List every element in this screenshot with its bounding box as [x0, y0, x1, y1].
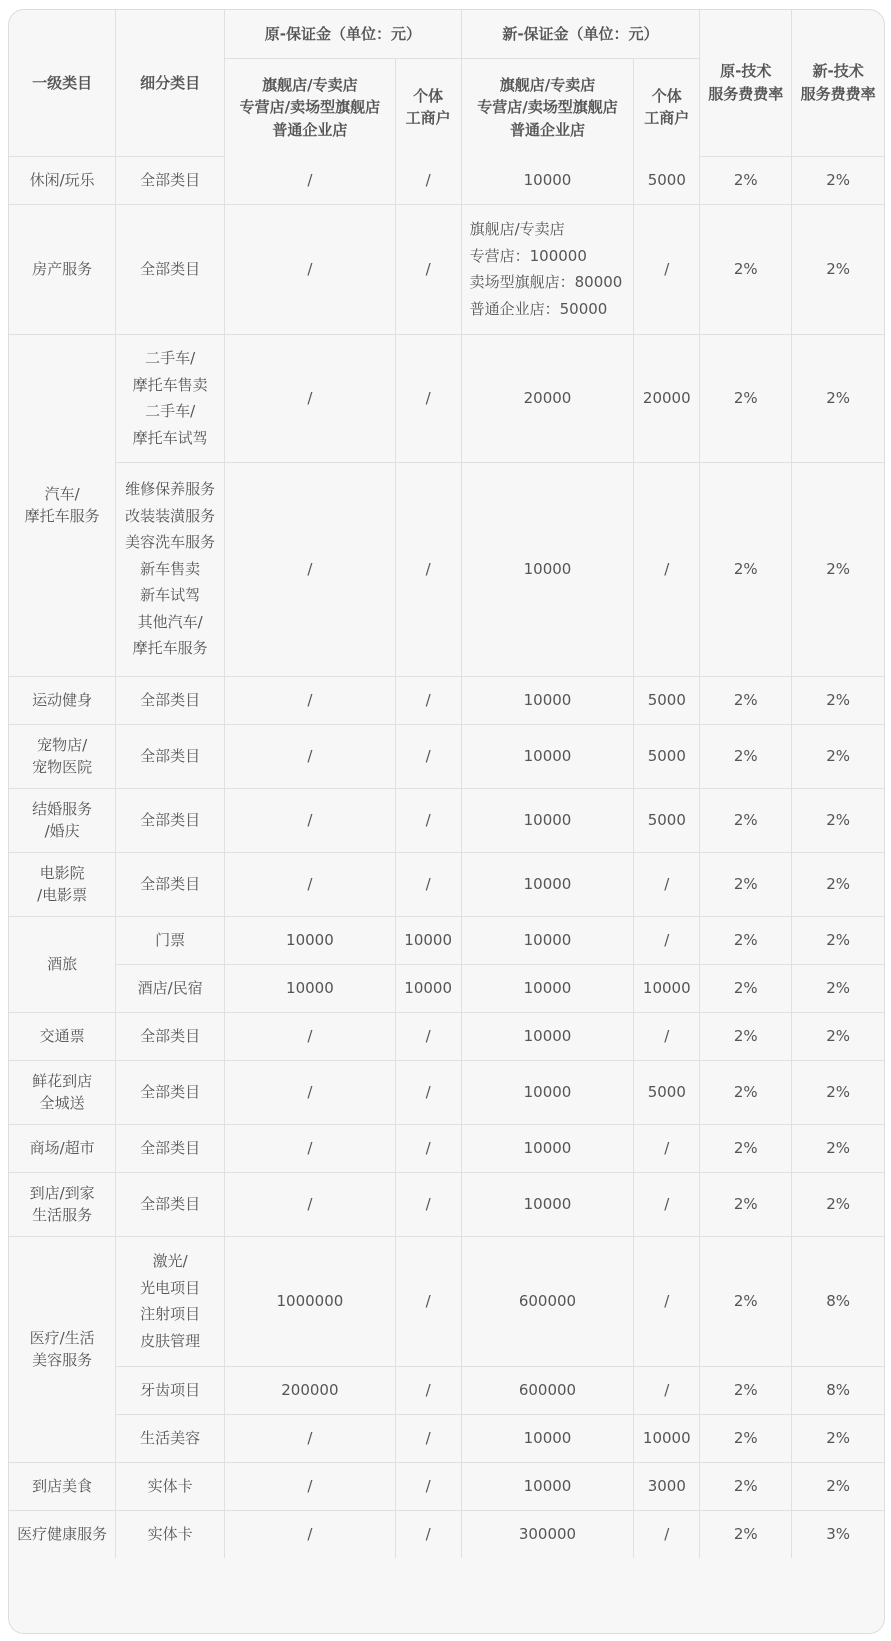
- new-store-deposit-cell: [461, 916, 634, 964]
- cell-line: 专营店：100000: [469, 246, 587, 265]
- new-rate-cell: 8%: [792, 1366, 884, 1414]
- new-rate-cell: 2%: [792, 1414, 884, 1462]
- table-row: [9, 724, 884, 788]
- category-cell: [9, 1236, 116, 1462]
- old-store-deposit-cell: /: [225, 1124, 396, 1172]
- category-cell: [9, 1012, 116, 1060]
- old-rate-cell: 2%: [700, 1462, 792, 1510]
- subcategory-cell: [116, 334, 225, 462]
- header-old-rate: [700, 10, 792, 156]
- header-line: 普通企业店: [272, 120, 348, 139]
- cell-line: 实体卡: [147, 1476, 193, 1495]
- new-rate-cell: 2%: [792, 788, 884, 852]
- old-rate-cell: 2%: [700, 852, 792, 916]
- new-store-deposit-cell: [461, 1510, 634, 1558]
- header-line: 细分类目: [140, 73, 201, 92]
- cell-line: 实体卡: [147, 1525, 193, 1543]
- new-rate-cell: 2%: [792, 1172, 884, 1236]
- cell-line: 医疗健康服务: [17, 1525, 108, 1543]
- header-line: 服务费费率: [800, 84, 876, 103]
- old-rate-cell: 2%: [700, 204, 792, 334]
- new-rate-cell: 2%: [792, 1462, 884, 1510]
- cell-line: 全部类目: [140, 1138, 201, 1157]
- new-individual-deposit-cell: /: [634, 1366, 700, 1414]
- old-individual-deposit-cell: 10000: [395, 916, 461, 964]
- new-store-deposit-cell: [461, 1012, 634, 1060]
- cell-line: 旗舰店/专卖店: [469, 220, 565, 238]
- new-store-deposit-cell: [461, 1236, 634, 1366]
- old-store-deposit-cell: /: [225, 1462, 396, 1510]
- new-individual-deposit-cell: 5000: [634, 788, 700, 852]
- new-rate-cell: 2%: [792, 462, 884, 676]
- new-individual-deposit-cell: /: [634, 462, 700, 676]
- old-individual-deposit-cell: /: [395, 1510, 461, 1558]
- subcategory-cell: [116, 916, 225, 964]
- cell-line: 新车试驾: [140, 586, 201, 605]
- header-new-store-types: [461, 58, 634, 156]
- table-row: [9, 964, 884, 1012]
- header-line: 专营店/卖场型旗舰店: [239, 98, 381, 116]
- new-store-deposit-cell: [461, 852, 634, 916]
- new-individual-deposit-cell: /: [634, 852, 700, 916]
- old-individual-deposit-cell: /: [395, 1366, 461, 1414]
- old-store-deposit-cell: /: [225, 1510, 396, 1558]
- cell-line: 美容服务: [32, 1351, 93, 1369]
- header-line: 一级类目: [32, 73, 93, 92]
- table-row: [9, 676, 884, 724]
- cell-line: 交通票: [39, 1026, 85, 1045]
- cell-line: 酒店/民宿: [137, 978, 203, 997]
- cell-line: /电影票: [37, 886, 88, 904]
- header-old-individual: [395, 58, 461, 156]
- subcategory-cell: [116, 1366, 225, 1414]
- table-row: [9, 1236, 884, 1366]
- cell-line: 电影院: [39, 863, 85, 882]
- new-store-deposit-cell: [461, 1366, 634, 1414]
- old-store-deposit-cell: /: [225, 1172, 396, 1236]
- header-old-deposit: 原-保证金（单位：元）: [225, 10, 462, 58]
- new-individual-deposit-cell: 10000: [634, 1414, 700, 1462]
- new-rate-cell: 2%: [792, 852, 884, 916]
- cell-line: 10000: [523, 978, 572, 997]
- cell-line: 300000: [518, 1525, 577, 1543]
- old-rate-cell: 2%: [700, 1172, 792, 1236]
- old-individual-deposit-cell: /: [395, 676, 461, 724]
- header-line: 原-技术: [720, 62, 772, 81]
- cell-line: 皮肤管理: [140, 1331, 201, 1350]
- old-individual-deposit-cell: /: [395, 204, 461, 334]
- cell-line: 普通企业店：50000: [469, 299, 608, 318]
- cell-line: 全城送: [39, 1094, 85, 1112]
- old-rate-cell: 2%: [700, 1012, 792, 1060]
- table-row: [9, 1366, 884, 1414]
- new-store-deposit-cell: [461, 1462, 634, 1510]
- old-individual-deposit-cell: /: [395, 1462, 461, 1510]
- table-row: [9, 1462, 884, 1510]
- cell-line: 改装装潢服务: [125, 506, 216, 525]
- table-row: [9, 204, 884, 334]
- cell-line: 10000: [523, 1082, 572, 1101]
- old-individual-deposit-cell: /: [395, 1236, 461, 1366]
- old-rate-cell: 2%: [700, 788, 792, 852]
- cell-line: 到店/到家: [29, 1183, 95, 1202]
- cell-line: 酒旅: [47, 954, 78, 973]
- header-category: [9, 10, 116, 156]
- cell-line: 牙齿项目: [140, 1380, 201, 1399]
- table-row: [9, 1012, 884, 1060]
- subcategory-cell: [116, 1124, 225, 1172]
- new-rate-cell: 2%: [792, 334, 884, 462]
- table-row: [9, 1414, 884, 1462]
- cell-line: 10000: [523, 1476, 572, 1495]
- header-new-rate: [792, 10, 884, 156]
- category-cell: [9, 156, 116, 204]
- old-rate-cell: 2%: [700, 1366, 792, 1414]
- header-line: 旗舰店/专卖店: [262, 75, 358, 94]
- cell-line: 鲜花到店: [32, 1071, 93, 1090]
- cell-line: 10000: [523, 1194, 572, 1213]
- new-store-deposit-cell: [461, 676, 634, 724]
- cell-line: 生活美容: [140, 1428, 201, 1447]
- new-individual-deposit-cell: /: [634, 1236, 700, 1366]
- old-individual-deposit-cell: /: [395, 1414, 461, 1462]
- cell-line: 摩托车试驾: [132, 428, 208, 447]
- cell-line: 10000: [523, 810, 572, 829]
- cell-line: 生活服务: [32, 1206, 93, 1224]
- subcategory-cell: [116, 1236, 225, 1366]
- old-rate-cell: 2%: [700, 916, 792, 964]
- cell-line: 10000: [523, 1428, 572, 1447]
- new-individual-deposit-cell: 5000: [634, 156, 700, 204]
- old-rate-cell: 2%: [700, 156, 792, 204]
- old-store-deposit-cell: 1000000: [225, 1236, 396, 1366]
- category-cell: [9, 1172, 116, 1236]
- new-rate-cell: 2%: [792, 964, 884, 1012]
- subcategory-cell: [116, 1060, 225, 1124]
- old-store-deposit-cell: /: [225, 156, 396, 204]
- new-individual-deposit-cell: /: [634, 1172, 700, 1236]
- cell-line: 新车售卖: [140, 559, 201, 578]
- subcategory-cell: [116, 788, 225, 852]
- table-row: [9, 462, 884, 676]
- cell-line: 商场/超市: [29, 1138, 95, 1157]
- subcategory-cell: [116, 204, 225, 334]
- old-rate-cell: 2%: [700, 724, 792, 788]
- new-rate-cell: 2%: [792, 1060, 884, 1124]
- new-rate-cell: 2%: [792, 156, 884, 204]
- old-store-deposit-cell: /: [225, 788, 396, 852]
- subcategory-cell: [116, 1012, 225, 1060]
- new-individual-deposit-cell: 5000: [634, 724, 700, 788]
- cell-line: 10000: [523, 1026, 572, 1045]
- new-individual-deposit-cell: /: [634, 1124, 700, 1172]
- old-store-deposit-cell: /: [225, 724, 396, 788]
- old-individual-deposit-cell: /: [395, 334, 461, 462]
- header-line: 服务费费率: [708, 84, 784, 103]
- old-rate-cell: 2%: [700, 1124, 792, 1172]
- category-cell: [9, 204, 116, 334]
- old-store-deposit-cell: /: [225, 852, 396, 916]
- old-individual-deposit-cell: /: [395, 1124, 461, 1172]
- old-rate-cell: 2%: [700, 462, 792, 676]
- cell-line: 到店美食: [32, 1476, 93, 1495]
- cell-line: 10000: [523, 930, 572, 949]
- table-row: [9, 1510, 884, 1558]
- header-old-store-types: [225, 58, 396, 156]
- old-store-deposit-cell: /: [225, 1414, 396, 1462]
- category-cell: [9, 724, 116, 788]
- header-line: 个体: [651, 86, 682, 105]
- cell-line: 二手车/: [145, 402, 196, 420]
- old-store-deposit-cell: /: [225, 1012, 396, 1060]
- cell-line: 摩托车服务: [24, 507, 100, 525]
- cell-line: 10000: [523, 874, 572, 893]
- table-row: [9, 334, 884, 462]
- subcategory-cell: [116, 1172, 225, 1236]
- subcategory-cell: [116, 676, 225, 724]
- old-individual-deposit-cell: /: [395, 724, 461, 788]
- cell-line: 20000: [523, 388, 572, 407]
- cell-line: 运动健身: [32, 690, 93, 709]
- old-rate-cell: 2%: [700, 1060, 792, 1124]
- category-cell: [9, 1060, 116, 1124]
- new-rate-cell: 3%: [792, 1510, 884, 1558]
- new-store-deposit-cell: [461, 462, 634, 676]
- new-rate-cell: 2%: [792, 724, 884, 788]
- new-individual-deposit-cell: /: [634, 1012, 700, 1060]
- cell-line: 卖场型旗舰店：80000: [469, 273, 623, 291]
- cell-line: 全部类目: [140, 170, 201, 189]
- cell-line: 结婚服务: [32, 799, 93, 818]
- cell-line: 全部类目: [140, 810, 201, 829]
- new-store-deposit-cell: [461, 204, 634, 334]
- new-rate-cell: 8%: [792, 1236, 884, 1366]
- old-store-deposit-cell: /: [225, 462, 396, 676]
- cell-line: 二手车/: [145, 349, 196, 367]
- subcategory-cell: [116, 1414, 225, 1462]
- category-cell: [9, 676, 116, 724]
- old-store-deposit-cell: 10000: [225, 916, 396, 964]
- new-store-deposit-cell: [461, 1060, 634, 1124]
- deposit-fee-table-card: [8, 9, 885, 1634]
- header-line: 普通企业店: [509, 120, 585, 139]
- table-row: [9, 788, 884, 852]
- cell-line: 门票: [155, 930, 186, 949]
- old-store-deposit-cell: /: [225, 334, 396, 462]
- old-individual-deposit-cell: 10000: [395, 964, 461, 1012]
- header-line: 个体: [413, 86, 444, 105]
- cell-line: 10000: [523, 1138, 572, 1157]
- cell-line: 全部类目: [140, 1026, 201, 1045]
- subcategory-cell: [116, 156, 225, 204]
- category-cell: [9, 916, 116, 1012]
- cell-line: 光电项目: [140, 1278, 201, 1297]
- cell-line: 10000: [523, 746, 572, 765]
- subcategory-cell: [116, 1510, 225, 1558]
- cell-line: 注射项目: [140, 1305, 201, 1323]
- new-store-deposit-cell: [461, 1124, 634, 1172]
- header-subcategory: [116, 10, 225, 156]
- new-store-deposit-cell: [461, 788, 634, 852]
- old-rate-cell: 2%: [700, 1510, 792, 1558]
- subcategory-cell: [116, 964, 225, 1012]
- table-row: [9, 916, 884, 964]
- category-cell: [9, 1124, 116, 1172]
- old-individual-deposit-cell: /: [395, 1012, 461, 1060]
- old-individual-deposit-cell: /: [395, 156, 461, 204]
- old-individual-deposit-cell: /: [395, 1060, 461, 1124]
- new-rate-cell: 2%: [792, 1124, 884, 1172]
- cell-line: 医疗/生活: [29, 1328, 95, 1347]
- subcategory-cell: [116, 724, 225, 788]
- table-row: [9, 1060, 884, 1124]
- cell-line: 10000: [523, 170, 572, 189]
- new-store-deposit-cell: [461, 724, 634, 788]
- cell-line: 宠物医院: [32, 758, 93, 776]
- cell-line: 美容洗车服务: [125, 533, 216, 552]
- old-rate-cell: 2%: [700, 1236, 792, 1366]
- table-row: [9, 1172, 884, 1236]
- table-row: [9, 156, 884, 204]
- header-line: 工商户: [405, 109, 451, 128]
- table-row: [9, 1124, 884, 1172]
- new-individual-deposit-cell: 20000: [634, 334, 700, 462]
- header-new-individual: [634, 58, 700, 156]
- old-store-deposit-cell: /: [225, 676, 396, 724]
- cell-line: 摩托车售卖: [132, 375, 208, 394]
- new-individual-deposit-cell: 5000: [634, 1060, 700, 1124]
- old-individual-deposit-cell: /: [395, 462, 461, 676]
- new-individual-deposit-cell: 10000: [634, 964, 700, 1012]
- old-rate-cell: 2%: [700, 334, 792, 462]
- header-line: 专营店/卖场型旗舰店: [477, 98, 618, 116]
- old-individual-deposit-cell: /: [395, 788, 461, 852]
- old-store-deposit-cell: /: [225, 204, 396, 334]
- cell-line: 10000: [523, 690, 572, 709]
- cell-line: 全部类目: [140, 1082, 201, 1101]
- new-store-deposit-cell: [461, 156, 634, 204]
- old-rate-cell: 2%: [700, 676, 792, 724]
- cell-line: 摩托车服务: [132, 639, 208, 658]
- cell-line: 全部类目: [140, 1194, 201, 1213]
- new-rate-cell: 2%: [792, 916, 884, 964]
- new-individual-deposit-cell: 3000: [634, 1462, 700, 1510]
- cell-line: 10000: [523, 559, 572, 578]
- category-cell: [9, 1462, 116, 1510]
- old-store-deposit-cell: 200000: [225, 1366, 396, 1414]
- subcategory-cell: [116, 462, 225, 676]
- new-individual-deposit-cell: /: [634, 1510, 700, 1558]
- header-line: 工商户: [644, 109, 690, 128]
- new-individual-deposit-cell: 5000: [634, 676, 700, 724]
- category-cell: [9, 788, 116, 852]
- cell-line: 汽车/: [44, 484, 80, 503]
- cell-line: 维修保养服务: [125, 480, 216, 499]
- old-rate-cell: 2%: [700, 964, 792, 1012]
- category-cell: [9, 852, 116, 916]
- cell-line: 房产服务: [32, 259, 93, 278]
- old-store-deposit-cell: 10000: [225, 964, 396, 1012]
- new-rate-cell: 2%: [792, 676, 884, 724]
- old-individual-deposit-cell: /: [395, 852, 461, 916]
- table-row: [9, 852, 884, 916]
- category-cell: [9, 334, 116, 676]
- old-store-deposit-cell: /: [225, 1060, 396, 1124]
- old-rate-cell: 2%: [700, 1414, 792, 1462]
- new-store-deposit-cell: [461, 1414, 634, 1462]
- cell-line: 全部类目: [140, 746, 201, 765]
- cell-line: 全部类目: [140, 874, 201, 893]
- cell-line: 其他汽车/: [137, 612, 203, 631]
- deposit-fee-table: [9, 10, 884, 1558]
- header-line: 新-技术: [812, 62, 864, 81]
- cell-line: 全部类目: [140, 259, 201, 278]
- header-new-deposit: 新-保证金（单位：元）: [461, 10, 700, 58]
- new-store-deposit-cell: [461, 1172, 634, 1236]
- header-line: 旗舰店/专卖店: [499, 75, 596, 94]
- subcategory-cell: [116, 1462, 225, 1510]
- old-individual-deposit-cell: /: [395, 1172, 461, 1236]
- new-store-deposit-cell: [461, 964, 634, 1012]
- cell-line: 宠物店/: [37, 735, 88, 754]
- cell-line: /婚庆: [44, 822, 80, 840]
- cell-line: 休闲/玩乐: [29, 170, 95, 189]
- cell-line: 600000: [518, 1380, 577, 1399]
- new-individual-deposit-cell: /: [634, 204, 700, 334]
- subcategory-cell: [116, 852, 225, 916]
- cell-line: 全部类目: [140, 690, 201, 709]
- category-cell: [9, 1510, 116, 1558]
- cell-line: 600000: [518, 1291, 577, 1310]
- new-rate-cell: 2%: [792, 204, 884, 334]
- new-rate-cell: 2%: [792, 1012, 884, 1060]
- cell-line: 激光/: [152, 1252, 188, 1270]
- new-individual-deposit-cell: /: [634, 916, 700, 964]
- new-store-deposit-cell: [461, 334, 634, 462]
